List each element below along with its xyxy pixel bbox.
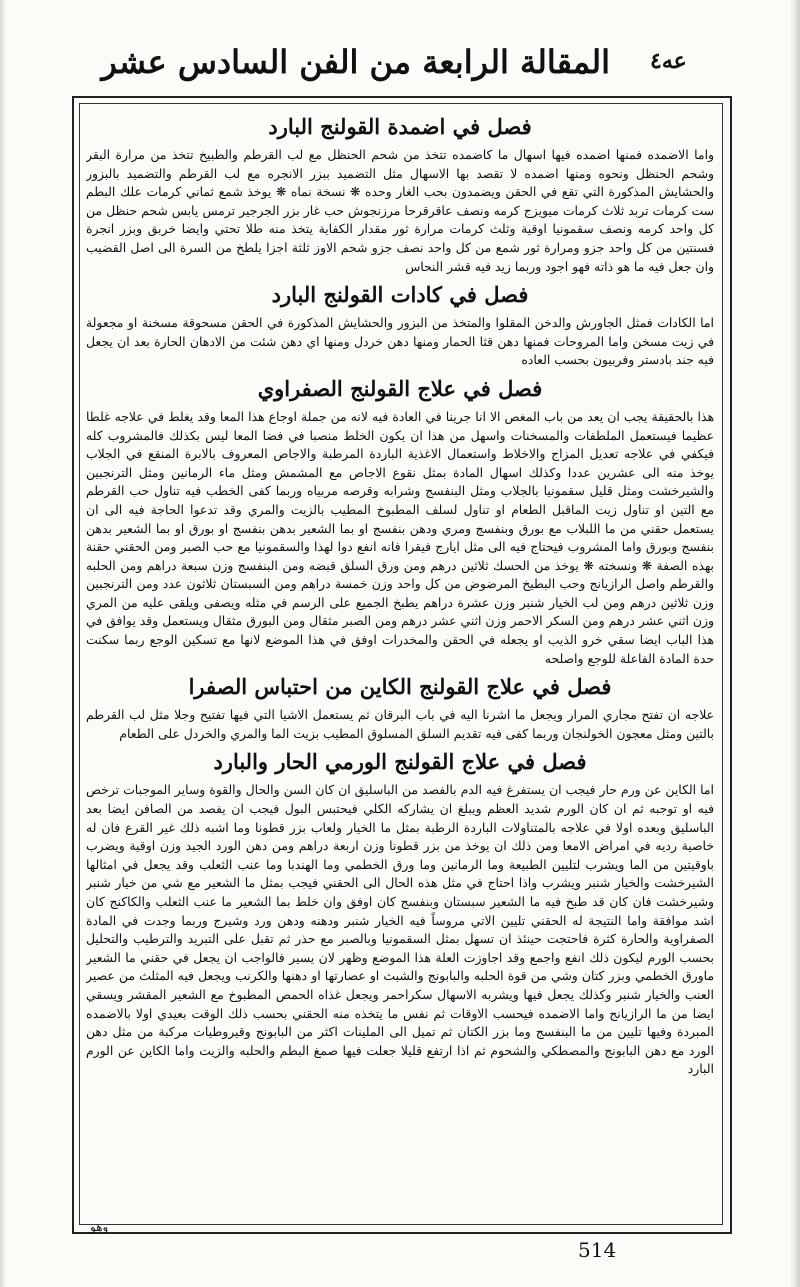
section-paragraph: واما الاضمده فمنها اضمده فيها اسهال ما كاضمده تتخذ من شحم الحنظل مع لب القرطم والطبيخ تتخذ من مرارة البقر وشحم الحنظل ونحوه ومنها اضمده لا تقصد بها الاسهال مثل التضميد ببزر الانجره مع لب القرطم والتضميد بالبزور والحشايش المذكورة التي تقع في الحقن ويضمدون بحب الغار وحده ❋ نسخة نماه ❋ يوخذ شمع ثماني كرمات علك البطم ست كرمات تربد ثلاث كرمات ميويزج كرمه ونصف عاقرقرحا مرزنجوش حب غار بزر الجرجير ترمس يابس شحم حنظل من كل واحد كرمه ونصف سقمونيا اوقية وثلث كرمات مرارة ثور مقدار الكفاية يتخذ منه طلا تحتي وايضا خربق وبزر انجرة فسنتين من كل واحد جزو ومرارة ثور شمع من كل واحد نصف جزو شحم الاوز ثلثة اجزا يلطخ من السرة الى اصل القضيب وان جعل فيه ما هو ذاته فهو اجود وربما زيد فيه قشر النحاس <box>86 147 714 274</box>
section-paragraph: اما الكاين عن ورم حار فيجب ان يستفرغ فيه الدم بالفصد من الباسليق ان كان السن والحال والقوة وساير الموجبات ترخص فيه او توجبه ثم ان كان الورم شديد العظم ويبلغ ان يشاركه الكلي فيحتبس البول فيجب ان يفصد من الصافن ايضا بعد الباسليق وبعده اولا في علاجه بالمتناولات الباردة الرطبة بمثل ما الخيار ولعاب بزر قطونا وما اشبه ذلك غير القرع فان له خاصية رديه في امراض الامعا ومن ذلك ان يوخذ من بزر قطونا وزن اربعة دراهم ومن دهن الورد الجيد وزن اوقية ويضرب باوقيتين من الما ويشرب لتليين الطبيعة وما الرمانين وما ورق الخطمي وما الهندبا وما عنب الثعلب وقد يجعل في امثالها الشيرخشت والخيار شنبر ويشرب واذا احتاج في مثل هذه الحال الى الحقني فيجب بمثل ما الشعير مع شي من خيار شنبر وشيرخشت فان كان قد طبخ فيه ما الشعير سبستان وبنفسج كان اوفق وان خلط بما الشعير ما عنب الثعلب والكاكنج كان اشد موافقة واما النتيجة له الحقني تليين الاتي مروساً فيه الخيار شنبر ودهنه ودهن ورد وشيرج وربما وجدت في المادة الصفراوية والحارة كثرة فاحتجت حينئذ ان تسهل بمثل السقمونيا وبالصبر مع حذر ثم تقبل على التبريد والترطيب والتحليل بحسب الورم ليكون ذلك انفع واجمع وقد اجاوزت العلة هذا الموضع وظهر لان يسير فالواجب ان يجعل في حقني ما الشعير ماورق الخطمي وبزر كتان وشي من قوة الحلبه والبابونج والشبث او عصارتها او دهنها والكرنب ويجعل فيه المثلث من عصير العنب والخيار شنبر وكذلك يجعل فيها ويشربه الاسهال سكراحمر ويجعل غذاه الحمص المطبوخ مع الشعير المقشر ويسقي ايضا من ما الرازيانج واما الاضمده فيحسب الاوقات ثم نفس ما يتخذه منه الحقني بحسب ذلك الوقت بعيدي اولا بالاضمده المبردة وفيها تليين من ما البنفسج وما بزر الكتان ثم تميل الى الملينات اكثر من البابونج وقيروطيات مركبة من مثل دهن الورد مع دهن البابونج والمصطكي والشحوم ثم اذا ارتفع قليلا جعلت فيها صمغ البطم والحلبه والزيت واما الكاين عن الورم البارد <box>86 782 714 1077</box>
scan-edge-right <box>790 0 800 1287</box>
section-heading: فصل في علاج القولنج الكاين من احتباس الصفرا <box>188 674 612 700</box>
text-block <box>86 108 714 1081</box>
section-paragraph: هذا بالحقيقة يجب ان يعد من باب المغص الا انا جرينا في العادة فيه لانه من جملة اوجاع هذا المعا وقد يغلط في علاجه غلطا عظيما فيستعمل الملطفات والمسخنات واسهل من هذا ان يكون الخلط منصبا في فضا المعا ليس بكذلك فالمشروب كله فيكفي في علاجه تعديل المزاج والاخلاط واستعمال الاغذية الباردة المرطبة والاجاص المعروف بالابرة المنقع في الجلاب يوخذ منه الى عشرين عددا وكذلك اسهال المادة بمثل نقوع الاجاص مع المشمش ومثل ماء الرمانين ومثل الترنجبين والشيرخشت ومثل قليل سقمونيا بالجلاب ومثل البنفسج وشرابه وقرصه مربياه وربما كفى الخطب فيه تناول حب القرطم مع التين او تناول زيت الماقبل الطعام او تناول لسلف المطبوخ المطيب بالزيت والمري وقد تدعوا الحاجة فيه الى ان يستعمل حقني من ما اللبلاب مع بورق وبنفسج ومري ودهن بنفسج او بما الشعير بدهن بنفسج او بورق او بما الشعير بدهن بنفسج وبورق واما المشروب فيحتاج فيه الى مثل ايارج فيقرا فانه انفع دوا لهذا والسقمونيا مع حب الصبر ومن الحقني حقنة بهذه الصفة ❋ ونسخته ❋ يوخذ من الحسك ثلاثين درهم ومن ورق السلق قبضه ومن البنفسج وزن سبعة دراهم ومن الحلبه والقرطم واصل الرازيانج وحب البطيخ المرضوض من كل واحد وزن خمسة دراهم ومن السبستان ثلاثون عدد ومن الترنجبين وزن ثلاثين درهم ومن لب الخيار شنبر وزن عشرة دراهم يطبخ الجميع على الرسم في مثله ويصفى ويلقى عليه من المري وزن اثني عشر درهم ومن السكر الاحمر وزن اثني عشر درهم ومن الصبر مثقال ومن البورق مثقال ويستعمل وقد يوافق في هذا الباب ايضا سقي خرو الذيب او يجعله في الحقن والمخدرات اوفق في هذا الموضع لانها مع تسكين الوجع ربما سكنت حدة المادة الفاعلة للوجع واصلحه <box>86 408 714 666</box>
section-paragraph: علاجه ان تفتح مجاري المرار ويجعل ما اشرنا اليه في باب البرقان ثم يستعمل الاشيا التي فيها تفتيح وجلا مثل لب القرطم بالتين ومثل معجون الخولنجان وربما كفى فيه تقديم السلق المسلوق المطيب بزيت الما والمري والخردل على الطعام <box>86 707 714 741</box>
section-heading: فصل في علاج القولنج الورمي الحار والبارد <box>213 749 587 775</box>
page-number: 514 <box>578 1238 617 1262</box>
section-heading: فصل في كادات القولنج البارد <box>271 282 529 308</box>
section-heading: فصل في اضمدة القولنج البارد <box>268 114 532 139</box>
running-title: المقالة الرابعة من الفن السادس عشر <box>101 43 610 81</box>
page-marker: عه٤ <box>650 48 687 74</box>
catchword: وهو <box>90 1220 109 1234</box>
section-paragraph: اما الكادات فمثل الجاورش والدخن المقلوا والمتخذ من البزور والحشايش المذكورة في الحقن مسحوقة مسخنة او مجعولة في زيت مسخن واما المروحات فمنها دهن قثا الحمار ومنها دهن خردل ومنها اي دهن شئت من الادهان الحارة بعد ان يجعل فيه جند بادستر وفربيون بحسب العاده <box>86 315 714 368</box>
scan-edge-left <box>0 0 6 1287</box>
section-heading: فصل في علاج القولنج الصفراوي <box>257 375 543 401</box>
